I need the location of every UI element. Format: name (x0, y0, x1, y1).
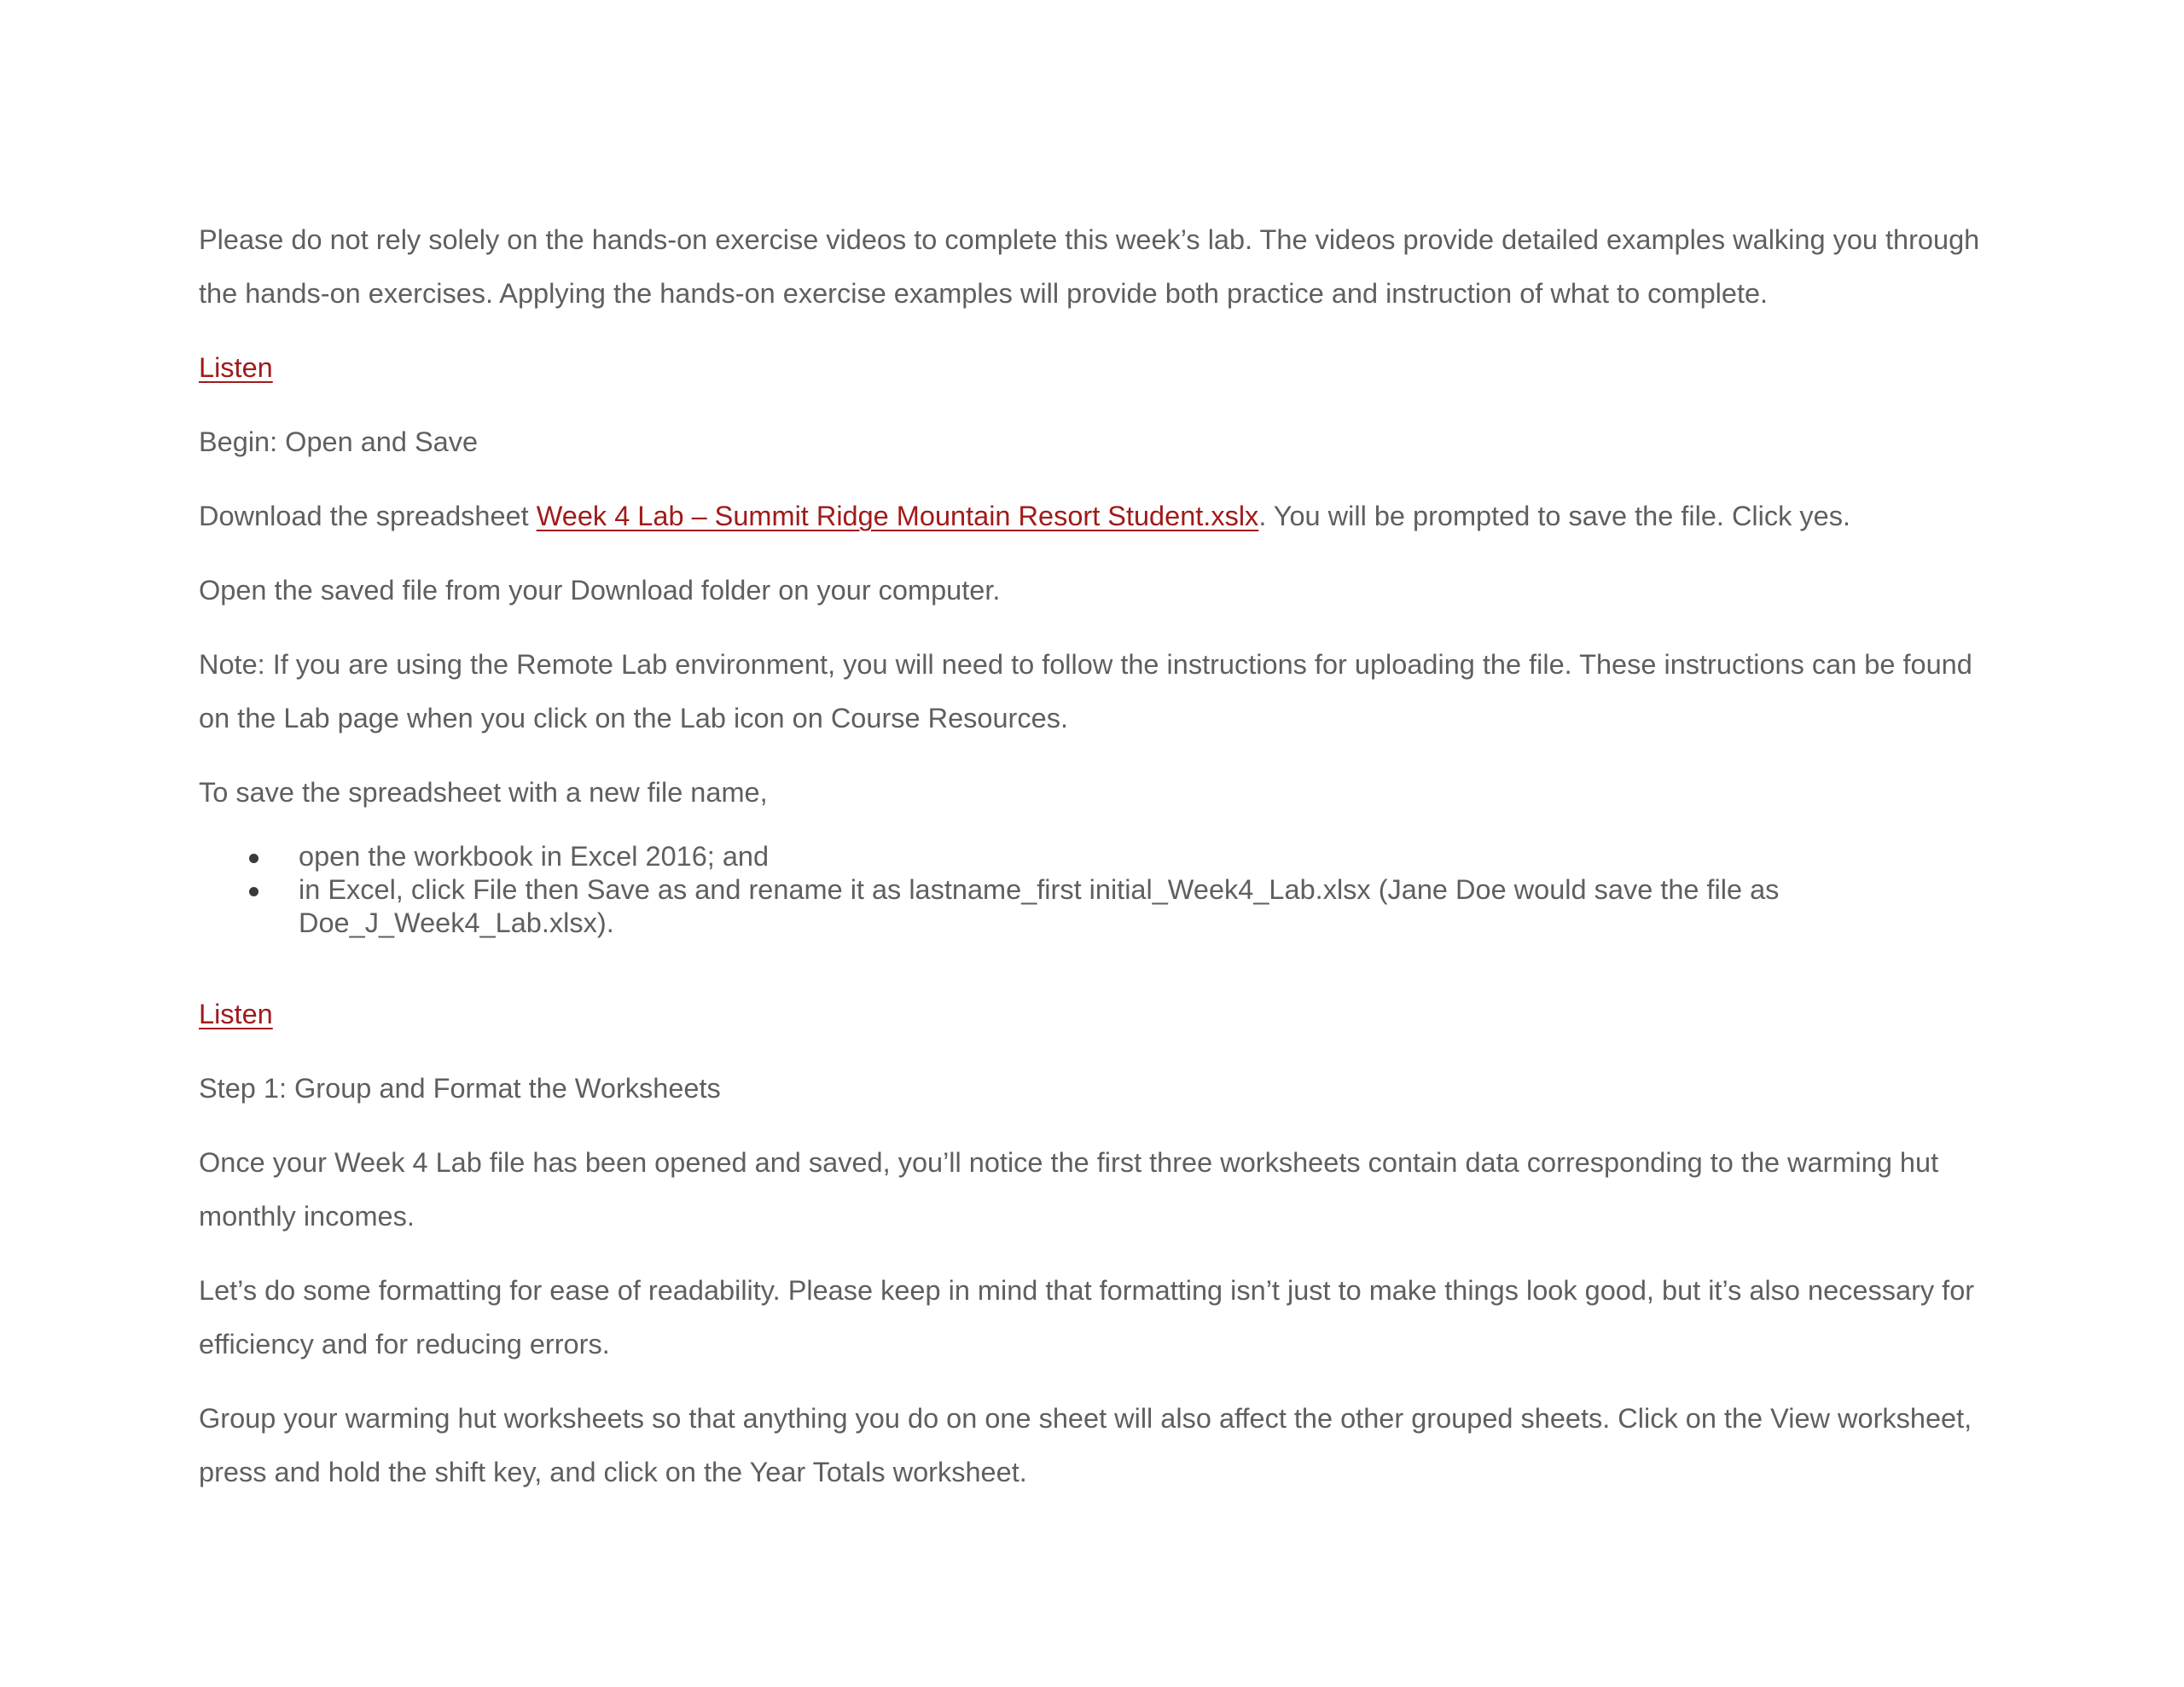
list-item-text: open the workbook in Excel 2016; and (299, 841, 770, 872)
bullet-dot-icon (249, 854, 258, 863)
step1-heading: Step 1: Group and Format the Worksheets (199, 1073, 721, 1104)
intro-paragraph: Please do not rely solely on the hands-on exercise videos to complete this week’s lab. The videos provide detailed examples walking you through the hands-on exercises. Applying the hands-on exercise examples will provide both practice and instruction of what to complete. (199, 224, 1980, 309)
open-saved-paragraph: Open the saved file from your Download folder on your computer. (199, 575, 1001, 606)
step1-paragraph-3: Group your warming hut worksheets so that anything you do on one sheet will also affect the other grouped sheets. Click on the View worksheet, press and hold the shift key, and click on the Year Totals worksheet. (199, 1403, 1972, 1487)
listen-link-1[interactable]: Listen (199, 352, 273, 383)
list-item (299, 840, 2007, 873)
listen-link-2[interactable]: Listen (199, 999, 273, 1029)
listen-paragraph-1 (199, 341, 2007, 395)
step1-paragraph-1: Once your Week 4 Lab file has been opened and saved, you’ll notice the first three worksheets contain data corresponding to the warming hut monthly incomes. (199, 1147, 1939, 1232)
save-steps-list (199, 840, 2007, 940)
download-paragraph (199, 490, 2007, 543)
list-item-text: in Excel, click File then Save as and rename it as lastname_first initial_Week4_Lab.xlsx (Jane Doe would save the file as Doe_J_Week4_Lab.xlsx). (299, 874, 1780, 938)
step1-paragraph-2: Let’s do some formatting for ease of readability. Please keep in mind that formatting isn’t just to make things look good, but it’s also necessary for efficiency and for reducing errors. (199, 1275, 1975, 1359)
list-item (299, 873, 2007, 940)
note-paragraph: Note: If you are using the Remote Lab environment, you will need to follow the instructions for uploading the file. These instructions can be found on the Lab page when you click on the Lab icon on Course Resources. (199, 649, 1972, 733)
listen-paragraph-2 (199, 988, 2007, 1041)
download-prefix-text: Download the spreadsheet (199, 501, 537, 531)
save-intro-paragraph: To save the spreadsheet with a new file name, (199, 777, 768, 808)
spreadsheet-download-link[interactable]: Week 4 Lab – Summit Ridge Mountain Resort Student.xslx (536, 501, 1259, 531)
begin-heading: Begin: Open and Save (199, 426, 479, 457)
bullet-dot-icon (249, 887, 258, 896)
document-body (199, 213, 2007, 1499)
download-suffix-text: . You will be prompted to save the file. Click yes. (1258, 501, 1851, 531)
